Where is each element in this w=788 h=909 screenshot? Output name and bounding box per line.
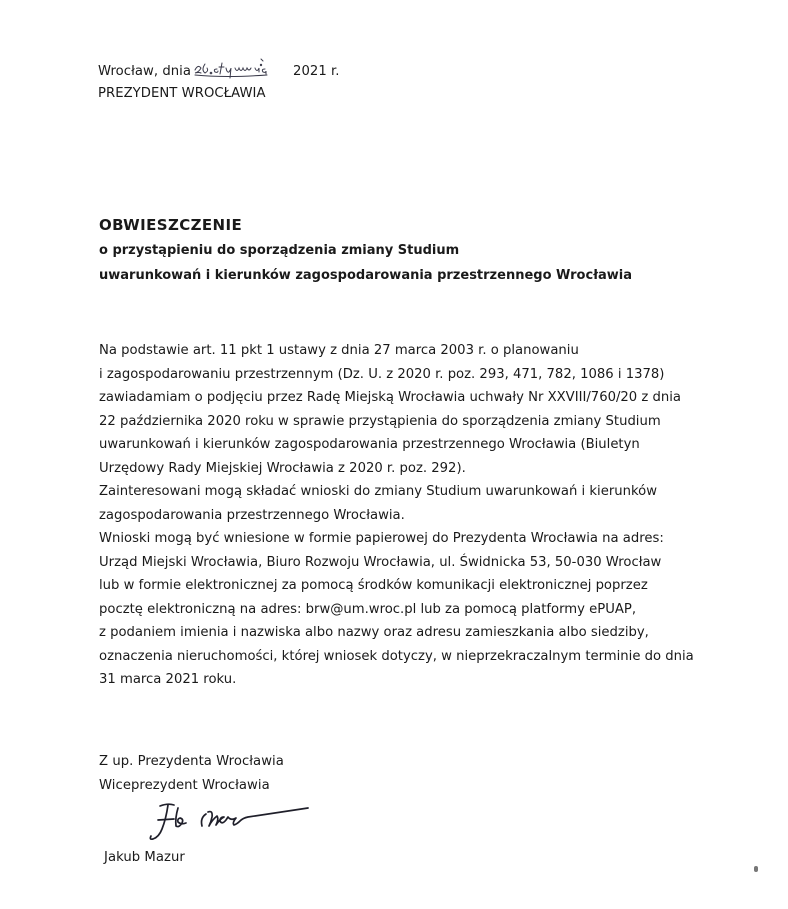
notice-body	[99, 339, 694, 692]
body-line: Zainteresowani mogą składać wnioski do zmiany Studium uwarunkowań i kierunków	[99, 484, 657, 499]
date-line	[98, 60, 340, 79]
body-line: 31 marca 2021 roku.	[99, 672, 237, 687]
body-line: Na podstawie art. 11 pkt 1 ustawy z dnia 27 marca 2003 r. o planowaniu	[99, 343, 579, 358]
signature-title-line: Wiceprezydent Wrocławia	[99, 778, 270, 793]
year-suffix: 2021 r.	[293, 64, 340, 79]
scan-speck	[754, 866, 758, 872]
body-line: zawiadamiam o podjęciu przez Radę Miejską Wrocławia uchwały Nr XXVIII/760/20 z dnia	[99, 390, 681, 405]
body-line: Wnioski mogą być wniesione w formie papierowej do Prezydenta Wrocławia na adres:	[99, 531, 664, 546]
city-prefix: Wrocław, dnia	[98, 64, 192, 79]
body-line: i zagospodarowaniu przestrzennym (Dz. U. z 2020 r. poz. 293, 471, 782, 1086 i 1378)	[99, 366, 665, 382]
body-line: lub w formie elektronicznej za pomocą środków komunikacji elektronicznej poprzez	[99, 578, 648, 593]
notice-title: OBWIESZCZENIE	[99, 216, 243, 234]
body-line: pocztę elektroniczną na adres: brw@um.wroc.pl lub za pomocą platformy ePUAP,	[99, 601, 637, 617]
body-line: zagospodarowania przestrzennego Wrocławia.	[99, 507, 405, 523]
handwritten-date	[191, 60, 293, 78]
signer-name: Jakub Mazur	[104, 850, 185, 865]
handwritten-signature-icon	[148, 800, 318, 848]
notice-subtitle-line: o przystąpieniu do sporządzenia zmiany Studium	[99, 243, 460, 258]
signature-authority-line: Z up. Prezydenta Wrocławia	[99, 754, 284, 769]
body-line: Urząd Miejski Wrocławia, Biuro Rozwoju Wrocławia, ul. Świdnicka 53, 50-030 Wrocław	[99, 554, 662, 570]
body-line: z podaniem imienia i nazwiska albo nazwy oraz adresu zamieszkania albo siedziby,	[99, 625, 649, 640]
notice-subtitle-line: uwarunkowań i kierunków zagospodarowania przestrzennego Wrocławia	[99, 268, 633, 283]
handwritten-date-icon	[191, 56, 295, 80]
body-line: uwarunkowań i kierunków zagospodarowania przestrzennego Wrocławia (Biuletyn	[99, 437, 640, 452]
body-line: oznaczenia nieruchomości, której wniosek dotyczy, w nieprzekraczalnym terminie do dnia	[99, 648, 694, 664]
body-line: 22 października 2020 roku w sprawie przystąpienia do sporządzenia zmiany Studium	[99, 413, 661, 429]
body-line: Urzędowy Rady Miejskiej Wrocławia z 2020 r. poz. 292).	[99, 460, 466, 476]
issuer: PREZYDENT WROCŁAWIA	[98, 86, 266, 101]
